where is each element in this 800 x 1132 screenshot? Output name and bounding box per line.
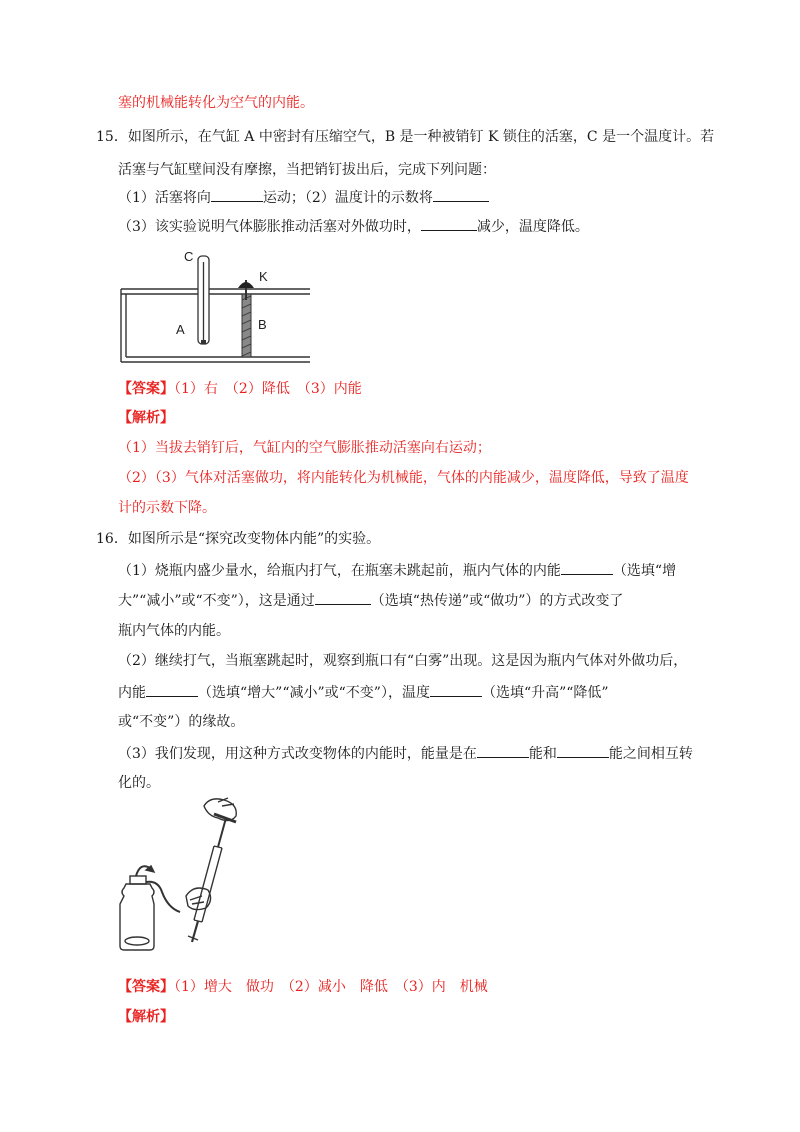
text-span: （选填“增大”“减小”或“不变”），温度 [198, 685, 430, 701]
label-c: C [184, 249, 194, 264]
q16-part1-line-2 [118, 590, 623, 611]
q16-analysis-tag [118, 1007, 174, 1027]
q15-stem-line-2: 活塞与气缸壁间没有摩擦，当把销钉拔出后，完成下列问题： [118, 162, 496, 178]
answer-blank[interactable] [146, 682, 198, 697]
answer-blank[interactable] [421, 216, 477, 231]
q15-analysis-line-3: 计的示数下降。 [118, 500, 216, 516]
answer-blank[interactable] [430, 682, 482, 697]
thermometer-icon [198, 256, 209, 344]
q15-answer [118, 379, 362, 399]
answer-blank[interactable] [561, 560, 613, 575]
analysis-tag: 【解析】 [118, 1009, 174, 1025]
analysis-tag: 【解析】 [118, 410, 174, 426]
answer-blank[interactable] [211, 187, 263, 202]
q16-part2-line-3: 或“不变”）的缘故。 [118, 714, 245, 730]
text-span: （选填“升高”“降低” [481, 685, 609, 701]
answer-text: （1）增大 做功 （2）减小 降低 （3）内 机械 [174, 979, 488, 995]
cylinder-figure [118, 246, 314, 368]
previous-answer-tail: 塞的机械能转化为空气的内能。 [118, 95, 314, 111]
q15-sub3-text-a: （3）该实验说明气体膨胀推动活塞对外做功时， [118, 219, 421, 235]
text-span: （选填“热传递”或“做功”）的方式改变了 [370, 593, 624, 609]
q15-analysis-tag [118, 408, 174, 428]
q15-sub3-text-b: 减少，温度降低。 [476, 219, 589, 235]
text-span: 内能 [118, 685, 146, 701]
q16-answer [118, 977, 488, 997]
answer-tag: 【答案】 [118, 381, 174, 397]
q15-analysis-line-1: （1）当拔去销钉后，气缸内的空气膨胀推动活塞向右运动； [118, 440, 491, 456]
pin-icon [238, 280, 254, 300]
pump-icon [194, 846, 222, 922]
q16-stem: 16．如图所示是“探究改变物体内能”的实验。 [96, 531, 381, 547]
q15-analysis-line-2: （2）（3）气体对活塞做功，将内能转化为机械能，气体的内能减少，温度降低，导致了温度 [118, 470, 689, 486]
piston-icon [242, 294, 251, 357]
q16-part2-line-1: （2）继续打气，当瓶塞跳起时，观察到瓶口有“白雾”出现。这是因为瓶内气体对外做功后， [118, 653, 688, 669]
q15-subquestion-3 [118, 216, 589, 237]
answer-blank[interactable] [433, 187, 489, 202]
answer-tag: 【答案】 [118, 979, 174, 995]
answer-blank[interactable] [315, 590, 371, 605]
text-span: 能之间相互转 [608, 746, 693, 762]
answer-text: （1）右 （2）降低 （3）内能 [174, 381, 362, 397]
q16-part3-line-2: 化的。 [118, 775, 160, 791]
label-b: B [258, 317, 267, 332]
q16-part2-line-2 [118, 682, 609, 703]
q15-subquestion-1 [118, 187, 489, 208]
answer-blank[interactable] [557, 743, 609, 758]
q15-stem-line-1: 15．如图所示，在气缸 A 中密封有压缩空气，B 是一种被销钉 K 锁住的活塞，C 是一个温度计。若 [96, 129, 715, 145]
q16-part3-line-1 [118, 743, 693, 764]
q16-part1-line-1 [118, 560, 676, 581]
text-span: （1）烧瓶内盛少量水，给瓶内打气，在瓶塞未跳起前，瓶内气体的内能 [118, 563, 561, 579]
label-a: A [176, 322, 185, 337]
q16-part1-line-3: 瓶内气体的内能。 [118, 623, 230, 639]
q15-sub1-text-a: （1）活塞将向 [118, 190, 211, 206]
text-span: 能和 [528, 746, 557, 762]
q15-sub1-text-b: 运动；（2）温度计的示数将 [262, 190, 433, 206]
text-span: 大”“减小”或“不变”），这是通过 [118, 593, 315, 609]
answer-blank[interactable] [477, 743, 529, 758]
text-span: （选填“增 [612, 563, 677, 579]
label-k: K [259, 269, 268, 284]
text-span: （3）我们发现，用这种方式改变物体的内能时，能量是在 [118, 746, 477, 762]
bottle-pump-figure [110, 796, 250, 956]
